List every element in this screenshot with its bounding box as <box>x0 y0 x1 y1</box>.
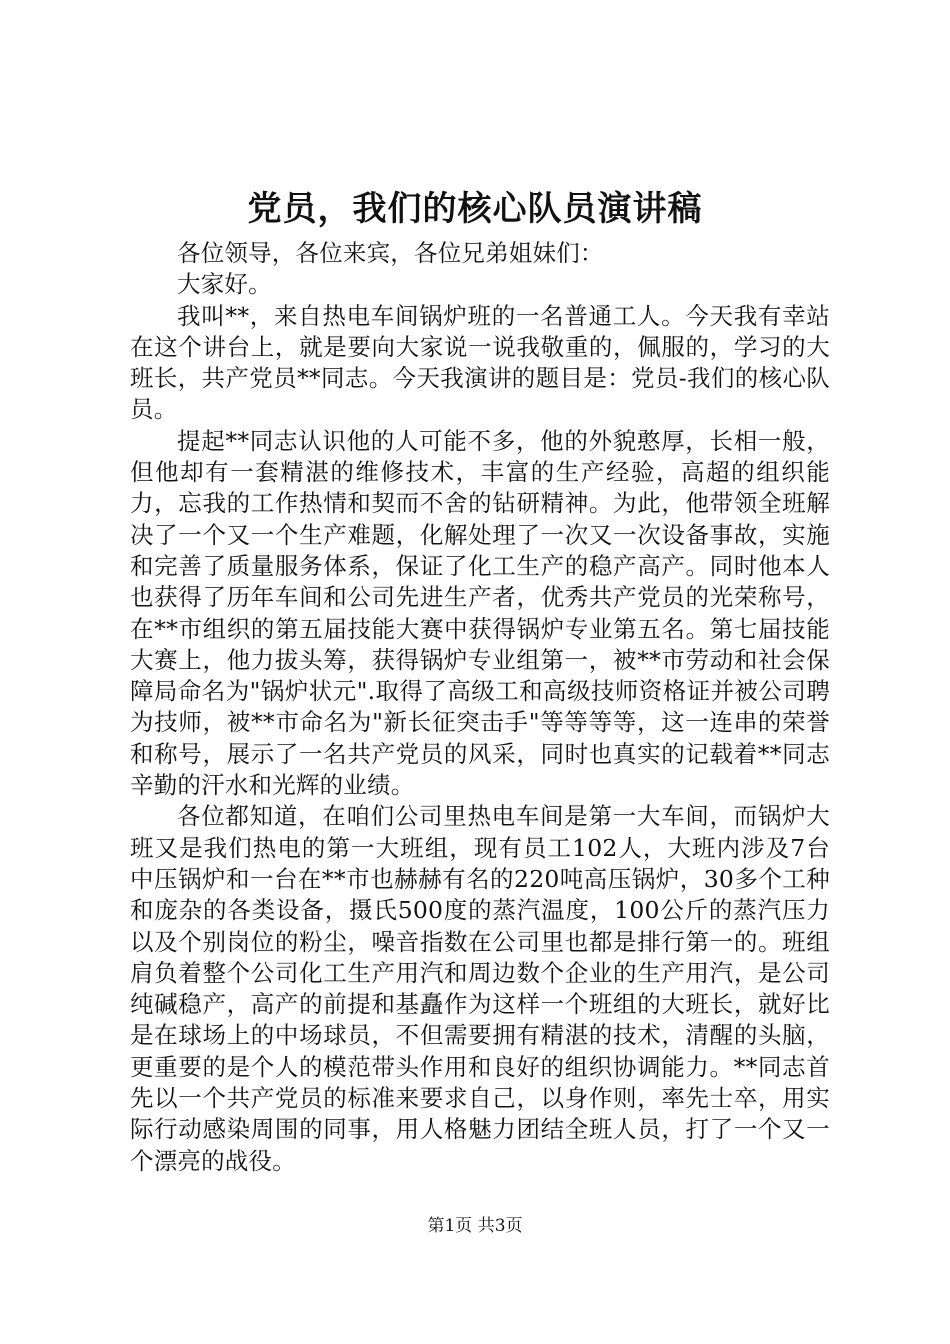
salutation-paragraph: 各位领导，各位来宾，各位兄弟姐妹们： <box>177 239 604 267</box>
greeting-paragraph: 大家好。 <box>177 270 272 299</box>
introduction-paragraph: 我叫**，来自热电车间锅炉班的一名普通工人。今天我有幸站在这个讲台上，就是要向大家说一说我敬重的，佩服的，学习的大班长，共产党员**同志。今天我演讲的题目是：党员-我们的核心队员。 <box>130 301 830 424</box>
team-paragraph: 各位都知道，在咱们公司里热电车间是第一大车间，而锅炉大班又是我们热电的第一大班组，现有员工102人，大班内涉及7台中压锅炉和一台在**市也赫赫有名的220吨高压锅炉，30多个工种和庞杂的各类设备，摄氏500度的蒸汽温度，100公斤的蒸汽压力以及个别岗位的粉尘，噪音指数在公司里也都是排行第一的。班组肩负着整个公司化工生产用汽和周边数个企业的生产用汽，是公司纯碱稳产，高产的前提和基矗作为这样一个班组的大班长，就好比是在球场上的中场球员，不但需要拥有精湛的技术，清醒的头脑，更重要的是个人的模范带头作用和良好的组织协调能力。**同志首先以一个共产党员的标准来要求自己，以身作则，率先士卒，用实际行动感染周围的同事，用人格魅力团结全班人员，打了一个又一个漂亮的战役。 <box>130 802 830 1175</box>
document-title: 党员，我们的核心队员演讲稿 <box>247 189 703 229</box>
document-body <box>130 238 830 1177</box>
page-number-footer: 第1页 共3页 <box>427 1216 523 1236</box>
achievements-paragraph: 提起**同志认识他的人可能不多，他的外貌憨厚，长相一般，但他却有一套精湛的维修技术，丰富的生产经验，高超的组织能力，忘我的工作热情和契而不舍的钻研精神。为此，他带领全班解决了一个又一个生产难题，化解处理了一次又一次设备事故，实施和完善了质量服务体系，保证了化工生产的稳产高产。同时他本人也获得了历年车间和公司先进生产者，优秀共产党员的光荣称号，在**市组织的第五届技能大赛中获得锅炉专业第五名。第七届技能大赛上，他力拔头筹，获得锅炉专业组第一，被**市劳动和社会保障局命名为"锅炉状元".取得了高级工和高级技师资格证并被公司聘为技师，被**市命名为"新长征突击手"等等等等，这一连串的荣誉和称号，展示了一名共产党员的风采，同时也真实的记载着**同志辛勤的汗水和光辉的业绩。 <box>130 426 830 800</box>
